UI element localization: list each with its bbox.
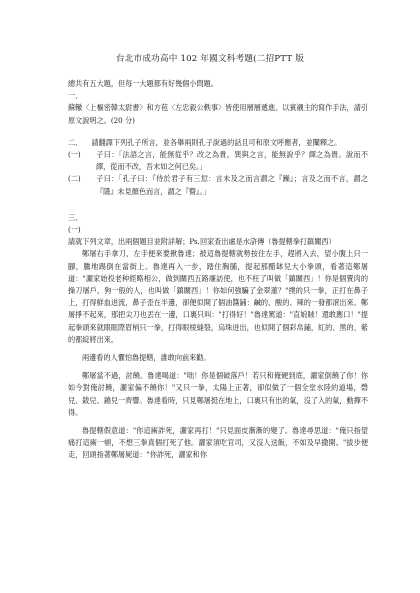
section-2-line (68, 137, 368, 149)
section-2-item (68, 173, 368, 197)
section-3-instructions: 請就下列文章，出兩個題目並附詳解；Ps.回家查出處是水滸傳（魯提轄拳打鎮關西） (68, 237, 336, 247)
passage-paragraph: 兩邊看的人懼怕魯提轄，誰敢向前來勸。 (82, 353, 211, 363)
passage-paragraph: 鄭屠右手拿刀，左手便來要揪魯達；被這魯提轄就勢按住左手，趕將入去，望小腹上只一腳，騰地踢倒在當街上。魯達再入一步，踏住胸脯，提起那醋缽兒大小拳頭，看著這鄭屠道："灑家始投老种經略相公，做到關西五路廉訪使，也不枉了叫做「鎮關西」！你是個賣肉的操刀屠戶，狗一般的人，也叫做「鎮關西」！你如何強騙了金翠蓮？"撲的只一拳，正打在鼻子上，打得鮮血迸流，鼻子歪在半邊，卻便似開了個油醬鋪：鹹的、酸的、辣的一發都滾出來。鄭屠掙不起來，那把尖刀也丟在一邊，口裏只叫："打得好！"魯達罵道："直娘賊！還敢應口！"提起拳頭來就眼眶際眉梢只一拳，打得眼棱縫裂，烏珠迸出，也似開了個彩帛鋪，紅的、黑的、紫的都綻將出來。 (68, 249, 368, 344)
passage-paragraph: 鄭屠當不過，討饒。魯達喝道："咄！你是個破落戶！若只和俺硬到底，灑家倒饒了你！你如今對俺討饒，灑家偏不饒你！"又只一拳，太陽上正著，卻似做了一個全堂水陸的道場，磬兒、鈸兒、鐃兒一齊響。魯達看時，只見鄭屠挺在地上，口裏只有出的氣，沒了入的氣，動撣不得。 (68, 371, 368, 417)
intro-text: 總共有五大題，但每一大題都有好幾個小問題。 (68, 79, 218, 88)
item-text: 子曰：「孔子曰：『侍於君子有三愆：言未及之而言謂之『躁』；言及之而不言，謂之『隱』未見顏色而言，謂之『瞽』。」 (96, 174, 368, 196)
document-body (68, 78, 368, 462)
item-tag: (一) (68, 150, 81, 160)
section-3-sub: (一) (68, 225, 81, 235)
passage-paragraph: 魯提轄假意道："你這廝詐死，灑家再打！"只見面皮漸漸的變了。魯達尋思道："俺只指望痛打這廝一頓，不想三拳真個打死了他。灑家須吃官司，又沒人送飯，不如及早撒開。"拔步便走，回頭指著鄭屠屍道："你詐死，灑家和你 (68, 426, 368, 460)
item-text: 子曰：「法語之言，能無從乎？改之為貴。巽與之言，能無說乎？繹之為貴。說而不繹，從而不改，吾末如之何已矣。」 (96, 150, 368, 172)
page-header: 台北市成功高中 102 年國文科考題(二招PTT 版 (115, 54, 305, 64)
item-tag: (二) (68, 174, 81, 184)
section-2-text: 請翻譯下列孔子所言，並各舉兩則孔子說過的話且可和原文呼應者，並闡釋之。 (91, 137, 342, 147)
section-2-item (68, 149, 368, 173)
section-1-text: 蘇轍〈上樞密韓太尉書〉和方苞〈左忠毅公軼事〉皆使用層層遞進、以賓襯主的寫作手法，請引原文說明之。(20 分) (68, 103, 368, 125)
section-2-number: 二、 (68, 137, 83, 147)
section-3-number: 三、 (68, 212, 83, 222)
section-1-number: 一、 (68, 91, 83, 101)
